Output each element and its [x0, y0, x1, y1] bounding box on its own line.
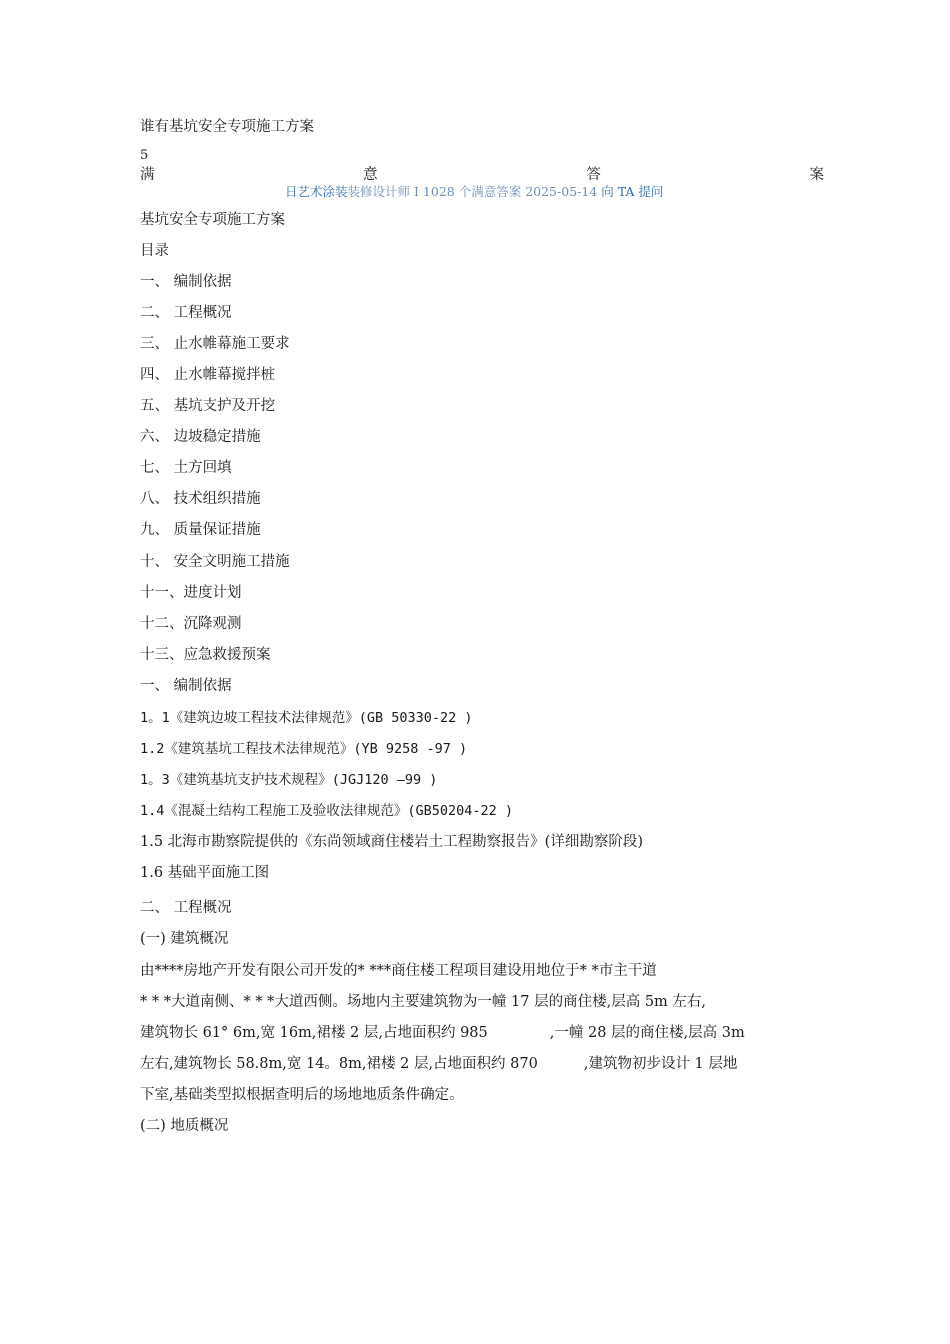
answer-meta [285, 184, 663, 200]
reference-item: 1。3《建筑基坑支护技术规程》(JGJ120 —99 ) [140, 772, 438, 788]
toc-item: 五、 基坑支护及开挖 [140, 398, 276, 414]
toc-item: 三、 止水帷幕施工要求 [140, 336, 290, 352]
subsection-heading: (二) 地质概况 [140, 1118, 229, 1134]
paragraph-line: * * *大道南侧、* * *大道西侧。场地内主要建筑物为一幢 17 层的商住楼,层高 5m 左右, [140, 994, 707, 1010]
satisfied-char: 满 [140, 167, 155, 183]
answer-date: 2025-05-14 [525, 184, 598, 199]
toc-item: 十三、应急救援预案 [140, 647, 271, 663]
reference-item: 1.4《混凝土结构工程施工及验收法律规范》(GB50204-22 ) [140, 803, 514, 819]
reference-item: 1.5 北海市勘察院提供的《东尚领域商住楼岩土工程勘察报告》(详细勘察阶段) [140, 834, 643, 850]
vote-count: 5 [140, 148, 149, 163]
ask-link[interactable]: 向 TA 提问 [601, 184, 664, 199]
satisfied-answer-label [140, 165, 824, 185]
reference-item: 1.2《建筑基坑工程技术法律规范》(YB 9258 -97 ) [140, 741, 468, 757]
reference-item: 1。1《建筑边坡工程技术法律规范》(GB 50330-22 ) [140, 710, 473, 726]
toc-heading: 目录 [140, 243, 169, 259]
toc-item: 一、 编制依据 [140, 274, 232, 290]
answerer-role: 装修设计师 [347, 184, 411, 199]
toc-item: 七、 土方回填 [140, 460, 232, 476]
toc-item: 九、 质量保证措施 [140, 522, 261, 538]
toc-item: 六、 边坡稳定措施 [140, 429, 261, 445]
paragraph-fragment: 建筑物长 61° 6m,宽 16m,裙楼 2 层,占地面积约 985 [140, 1025, 488, 1041]
paragraph-fragment: 左右,建筑物长 58.8m,宽 14。8m,裙楼 2 层,占地面积约 870 [140, 1056, 538, 1072]
toc-item: 二、 工程概况 [140, 305, 232, 321]
answer-count: I 1028 个满意答案 [414, 184, 522, 199]
satisfied-char: 案 [809, 167, 824, 183]
answerer-name[interactable]: 日艺术涂装 [285, 184, 348, 199]
paragraph-fragment: ,一幢 28 层的商住楼,层高 3m [549, 1025, 745, 1041]
subsection-heading: (一) 建筑概况 [140, 931, 229, 947]
satisfied-char: 意 [363, 167, 378, 183]
paragraph-line [140, 1054, 737, 1074]
satisfied-char: 答 [586, 167, 601, 183]
section-heading: 二、 工程概况 [140, 900, 232, 916]
paragraph-line: 下室,基础类型拟根据查明后的场地地质条件确定。 [140, 1087, 464, 1103]
question-title: 谁有基坑安全专项施工方案 [140, 119, 314, 135]
paragraph-line [140, 1023, 745, 1043]
paragraph-fragment: ,建筑物初步设计 1 层地 [583, 1056, 738, 1072]
toc-item: 十一、进度计划 [140, 585, 242, 601]
reference-item: 1.6 基础平面施工图 [140, 865, 270, 881]
doc-title: 基坑安全专项施工方案 [140, 212, 285, 228]
toc-item: 四、 止水帷幕搅拌桩 [140, 367, 276, 383]
section-heading: 一、 编制依据 [140, 678, 232, 694]
toc-item: 八、 技术组织措施 [140, 491, 261, 507]
paragraph-line: 由****房地产开发有限公司开发的* ***商住楼工程项目建设用地位于* *市主干道 [140, 963, 657, 979]
toc-item: 十二、沉降观测 [140, 616, 242, 632]
toc-item: 十、 安全文明施工措施 [140, 554, 290, 570]
